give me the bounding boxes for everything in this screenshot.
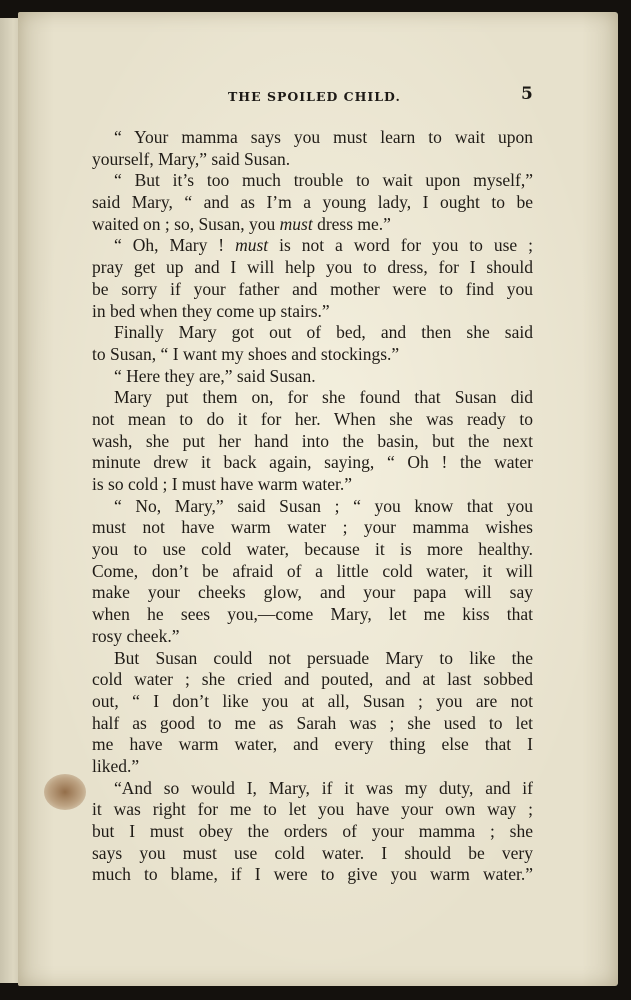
text-run: is not a word for you to use ; (268, 235, 533, 256)
text-run: dress me.” (312, 213, 391, 234)
text-line: not mean to do it for her. When she was ready to (92, 408, 533, 429)
text-line: “ Here they are,” said Susan. (114, 365, 316, 386)
text-line: make your cheeks glow, and your papa will say (92, 582, 533, 603)
text-line: in bed when they come up stairs.” (92, 300, 330, 321)
emphasis-text: must (279, 213, 313, 234)
text-line: be sorry if your father and mother were to find you (92, 278, 533, 299)
text-line: half as good to me as Sarah was ; she used to let (92, 712, 533, 733)
running-title: THE SPOILED CHILD. (228, 89, 401, 104)
text-line: minute drew it back again, saying, “ Oh ! the water (92, 452, 533, 473)
text-run: “ Oh, Mary ! (114, 235, 236, 256)
text-line (92, 235, 533, 257)
text-line: out, “ I don’t like you at all, Susan ; you are not (92, 690, 533, 711)
text-line: pray get up and I will help you to dress, for I should (92, 257, 533, 278)
text-line: yourself, Mary,” said Susan. (92, 148, 291, 169)
text-line: “ Your mamma says you must learn to wait upon (114, 127, 533, 147)
text-line: says you must use cold water. I should be very (92, 842, 533, 863)
text-line: Come, don’t be afraid of a little cold water, it will (92, 560, 533, 581)
emphasis-text: must (235, 235, 269, 256)
page-header (18, 86, 618, 108)
text-line (92, 214, 533, 236)
text-line: cold water ; she cried and pouted, and at last sobbed (92, 669, 533, 690)
text-line: But Susan could not persuade Mary to like the (114, 647, 533, 668)
text-line: me have warm water, and every thing else that I (92, 734, 533, 755)
text-line: Finally Mary got out of bed, and then she said (114, 322, 533, 343)
text-line: you to use cold water, because it is more healthy. (92, 539, 533, 560)
text-line: liked.” (92, 755, 140, 776)
text-line: “ No, Mary,” said Susan ; “ you know that you (114, 495, 533, 516)
text-line: Mary put them on, for she found that Susan did (114, 387, 533, 408)
text-line: much to blame, if I were to give you warm water.” (92, 864, 533, 885)
body-text (92, 127, 533, 886)
page-number: 5 (521, 84, 533, 104)
text-line: rosy cheek.” (92, 625, 180, 646)
text-line: when he sees you,—come Mary, let me kiss that (92, 604, 533, 625)
text-line: said Mary, “ and as I’m a young lady, I ought to be (92, 192, 533, 213)
text-line: wash, she put her hand into the basin, but the next (92, 430, 533, 451)
text-line: must not have warm water ; your mamma wishes (92, 517, 533, 538)
text-line: it was right for me to let you have your own way ; (92, 799, 533, 820)
text-line: is so cold ; I must have warm water.” (92, 474, 353, 494)
text-line: but I must obey the orders of your mamma ; she (92, 821, 533, 841)
text-line: to Susan, “ I want my shoes and stockings.” (92, 343, 400, 364)
foxing-stain (44, 774, 86, 810)
text-line: “ But it’s too much trouble to wait upon myself,” (114, 170, 533, 191)
text-run: waited on ; so, Susan, you (92, 213, 280, 234)
text-line: “And so would I, Mary, if it was my duty, and if (114, 777, 533, 798)
